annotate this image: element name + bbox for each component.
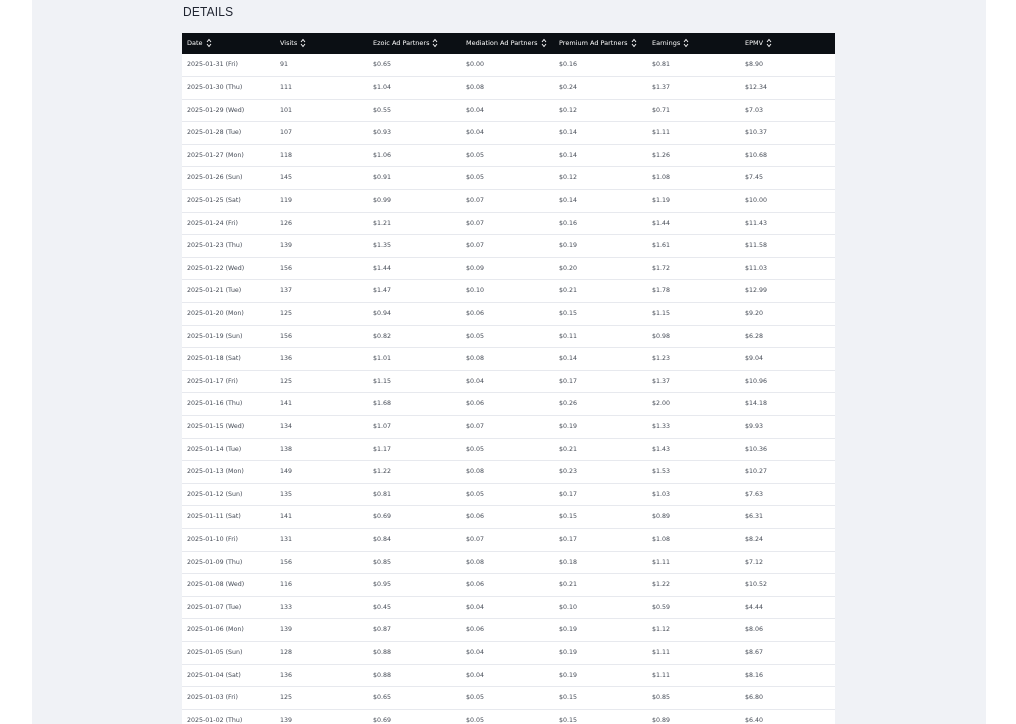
cell-earnings: $1.23	[652, 355, 671, 363]
cell-mediation-ad-partners: $0.07	[466, 535, 485, 543]
cell-mediation-ad-partners: $0.09	[466, 264, 485, 272]
cell-mediation-ad-partners: $0.04	[466, 671, 485, 679]
cell-premium-ad-partners: $0.14	[559, 129, 578, 137]
cell-premium-ad-partners: $0.21	[559, 445, 578, 453]
table-row	[182, 99, 835, 122]
table-row	[182, 664, 835, 687]
cell-visits: 138	[280, 445, 293, 453]
cell-premium-ad-partners: $0.14	[559, 197, 578, 205]
table-row	[182, 551, 835, 574]
cell-premium-ad-partners: $0.15	[559, 310, 578, 318]
details-table-container	[182, 33, 835, 724]
table-header	[182, 33, 835, 54]
cell-premium-ad-partners: $0.14	[559, 151, 578, 159]
table-row	[182, 416, 835, 439]
cell-epmv: $9.20	[745, 310, 764, 318]
cell-ezoic-ad-partners: $0.87	[373, 626, 392, 634]
cell-premium-ad-partners: $0.16	[559, 61, 578, 69]
cell-mediation-ad-partners: $0.05	[466, 151, 485, 159]
column-header-visits[interactable]	[275, 33, 368, 54]
table-row	[182, 257, 835, 280]
cell-epmv: $7.45	[745, 174, 764, 182]
cell-premium-ad-partners: $0.19	[559, 423, 578, 430]
cell-mediation-ad-partners: $0.07	[466, 423, 485, 430]
cell-earnings: $0.71	[652, 106, 671, 114]
cell-earnings: $1.43	[652, 445, 671, 453]
cell-visits: 116	[280, 581, 293, 589]
cell-visits: 137	[280, 287, 293, 295]
table-row	[182, 528, 835, 551]
cell-earnings: $0.59	[652, 603, 671, 611]
cell-date: 2025-01-19 (Sun)	[187, 332, 243, 340]
cell-visits: 118	[280, 151, 293, 159]
cell-epmv: $14.18	[745, 400, 768, 408]
table-row	[182, 122, 835, 145]
cell-date: 2025-01-24 (Fri)	[187, 219, 239, 227]
cell-date: 2025-01-09 (Thu)	[187, 558, 243, 566]
cell-epmv: $11.03	[745, 264, 768, 272]
cell-premium-ad-partners: $0.26	[559, 400, 578, 408]
cell-date: 2025-01-11 (Sat)	[187, 513, 241, 521]
cell-ezoic-ad-partners: $0.45	[373, 603, 392, 611]
cell-premium-ad-partners: $0.19	[559, 671, 578, 679]
cell-visits: 126	[280, 219, 293, 227]
cell-epmv: $10.96	[745, 377, 768, 385]
cell-ezoic-ad-partners: $1.01	[373, 355, 392, 363]
cell-earnings: $1.11	[652, 558, 671, 566]
cell-premium-ad-partners: $0.19	[559, 626, 578, 634]
cell-mediation-ad-partners: $0.06	[466, 626, 485, 634]
table-row	[182, 77, 835, 100]
cell-ezoic-ad-partners: $1.68	[373, 400, 392, 408]
table-row	[182, 596, 835, 619]
table-row	[182, 483, 835, 506]
cell-ezoic-ad-partners: $0.84	[373, 535, 392, 543]
cell-epmv: $10.52	[745, 581, 768, 589]
cell-ezoic-ad-partners: $0.91	[373, 174, 392, 182]
cell-premium-ad-partners: $0.19	[559, 242, 578, 250]
column-header-label: Ezoic Ad Partners	[373, 39, 430, 47]
cell-ezoic-ad-partners: $0.81	[373, 490, 392, 498]
cell-ezoic-ad-partners: $0.94	[373, 310, 392, 318]
cell-date: 2025-01-25 (Sat)	[187, 197, 241, 205]
cell-ezoic-ad-partners: $0.88	[373, 671, 392, 679]
cell-visits: 145	[280, 174, 293, 182]
cell-epmv: $10.27	[745, 468, 768, 476]
cell-epmv: $8.16	[745, 671, 764, 679]
cell-epmv: $6.28	[745, 332, 764, 340]
cell-epmv: $12.34	[745, 84, 768, 92]
cell-date: 2025-01-10 (Fri)	[187, 535, 239, 543]
cell-epmv: $6.80	[745, 694, 764, 702]
cell-premium-ad-partners: $0.11	[559, 332, 578, 340]
table-row	[182, 370, 835, 393]
cell-epmv: $11.43	[745, 219, 768, 227]
header-row	[182, 33, 835, 54]
cell-ezoic-ad-partners: $0.69	[373, 513, 392, 521]
cell-epmv: $7.12	[745, 558, 764, 566]
table-row	[182, 212, 835, 235]
cell-visits: 149	[280, 468, 293, 476]
cell-visits: 111	[280, 84, 293, 92]
cell-date: 2025-01-23 (Thu)	[187, 242, 243, 250]
cell-date: 2025-01-02 (Thu)	[187, 716, 243, 724]
cell-premium-ad-partners: $0.12	[559, 174, 578, 182]
cell-date: 2025-01-17 (Fri)	[187, 377, 239, 385]
cell-premium-ad-partners: $0.20	[559, 264, 578, 272]
cell-epmv: $8.67	[745, 648, 764, 656]
cell-date: 2025-01-31 (Fri)	[187, 61, 239, 69]
cell-visits: 136	[280, 671, 293, 679]
column-header-label: Mediation Ad Partners	[466, 39, 538, 47]
table-row	[182, 144, 835, 167]
cell-ezoic-ad-partners: $0.65	[373, 61, 392, 69]
cell-visits: 101	[280, 106, 293, 114]
table-row	[182, 235, 835, 258]
table-row	[182, 348, 835, 371]
table-row	[182, 687, 835, 710]
cell-premium-ad-partners: $0.15	[559, 694, 578, 702]
cell-date: 2025-01-04 (Sat)	[187, 671, 241, 679]
cell-date: 2025-01-20 (Mon)	[187, 310, 244, 318]
cell-mediation-ad-partners: $0.04	[466, 129, 485, 137]
cell-mediation-ad-partners: $0.05	[466, 490, 485, 498]
cell-epmv: $6.31	[745, 513, 764, 521]
column-header-label: EPMV	[745, 39, 764, 47]
table-row	[182, 619, 835, 642]
cell-date: 2025-01-07 (Tue)	[187, 603, 242, 611]
cell-ezoic-ad-partners: $0.93	[373, 129, 392, 137]
cell-earnings: $0.98	[652, 332, 671, 340]
cell-date: 2025-01-05 (Sun)	[187, 648, 243, 656]
sort-updown-icon[interactable]	[206, 38, 212, 48]
cell-mediation-ad-partners: $0.05	[466, 174, 485, 182]
table-row	[182, 54, 835, 77]
cell-mediation-ad-partners: $0.08	[466, 558, 485, 566]
column-header-label: Visits	[280, 39, 298, 47]
table-row	[182, 167, 835, 190]
cell-earnings: $1.78	[652, 287, 671, 295]
cell-ezoic-ad-partners: $0.55	[373, 106, 392, 114]
cell-premium-ad-partners: $0.21	[559, 287, 578, 295]
cell-earnings: $1.11	[652, 648, 671, 656]
cell-date: 2025-01-16 (Thu)	[187, 400, 243, 408]
cell-earnings: $1.11	[652, 671, 671, 679]
cell-date: 2025-01-15 (Wed)	[187, 423, 245, 430]
cell-epmv: $8.24	[745, 535, 764, 543]
cell-ezoic-ad-partners: $1.44	[373, 264, 392, 272]
cell-visits: 141	[280, 400, 293, 408]
cell-visits: 139	[280, 242, 293, 250]
cell-mediation-ad-partners: $0.06	[466, 581, 485, 589]
table-row	[182, 574, 835, 597]
cell-mediation-ad-partners: $0.10	[466, 287, 485, 295]
cell-mediation-ad-partners: $0.07	[466, 219, 485, 227]
column-header-earnings[interactable]	[647, 33, 740, 54]
cell-mediation-ad-partners: $0.04	[466, 603, 485, 611]
cell-mediation-ad-partners: $0.07	[466, 242, 485, 250]
cell-date: 2025-01-06 (Mon)	[187, 626, 244, 634]
cell-mediation-ad-partners: $0.08	[466, 355, 485, 363]
column-header-label: Date	[187, 39, 203, 47]
cell-earnings: $2.00	[652, 400, 671, 408]
table-row	[182, 190, 835, 213]
cell-premium-ad-partners: $0.14	[559, 355, 578, 363]
cell-epmv: $9.04	[745, 355, 764, 363]
cell-visits: 133	[280, 603, 293, 611]
cell-ezoic-ad-partners: $1.06	[373, 151, 392, 159]
cell-earnings: $1.08	[652, 174, 671, 182]
cell-visits: 91	[280, 61, 289, 69]
cell-epmv: $12.99	[745, 287, 768, 295]
cell-earnings: $0.85	[652, 694, 671, 702]
cell-date: 2025-01-18 (Sat)	[187, 355, 241, 363]
cell-date: 2025-01-27 (Mon)	[187, 151, 244, 159]
cell-mediation-ad-partners: $0.04	[466, 106, 485, 114]
cell-earnings: $1.22	[652, 581, 671, 589]
table-row	[182, 506, 835, 529]
cell-premium-ad-partners: $0.12	[559, 106, 578, 114]
table-row	[182, 325, 835, 348]
cell-date: 2025-01-29 (Wed)	[187, 106, 245, 114]
cell-visits: 141	[280, 513, 293, 521]
cell-date: 2025-01-08 (Wed)	[187, 581, 245, 589]
column-header-label: Premium Ad Partners	[559, 39, 628, 47]
cell-visits: 125	[280, 310, 293, 318]
cell-mediation-ad-partners: $0.04	[466, 648, 485, 656]
cell-epmv: $11.58	[745, 242, 768, 250]
cell-epmv: $10.37	[745, 129, 768, 137]
cell-ezoic-ad-partners: $1.04	[373, 84, 392, 92]
cell-premium-ad-partners: $0.15	[559, 716, 578, 724]
cell-premium-ad-partners: $0.16	[559, 219, 578, 227]
cell-ezoic-ad-partners: $0.82	[373, 332, 392, 340]
sort-updown-icon[interactable]	[631, 38, 637, 48]
cell-date: 2025-01-30 (Thu)	[187, 84, 243, 92]
cell-date: 2025-01-28 (Tue)	[187, 129, 242, 137]
cell-mediation-ad-partners: $0.08	[466, 468, 485, 476]
cell-earnings: $0.89	[652, 513, 671, 521]
cell-premium-ad-partners: $0.15	[559, 513, 578, 521]
cell-premium-ad-partners: $0.21	[559, 581, 578, 589]
cell-visits: 134	[280, 423, 293, 430]
cell-earnings: $1.08	[652, 535, 671, 543]
sort-updown-icon[interactable]	[541, 38, 547, 48]
cell-ezoic-ad-partners: $1.22	[373, 468, 392, 476]
table-row	[182, 641, 835, 664]
cell-earnings: $1.72	[652, 264, 671, 272]
table-row	[182, 280, 835, 303]
cell-epmv: $4.44	[745, 603, 764, 611]
cell-premium-ad-partners: $0.10	[559, 603, 578, 611]
cell-earnings: $1.19	[652, 197, 671, 205]
cell-epmv: $6.40	[745, 716, 764, 724]
column-header-epmv[interactable]	[740, 33, 835, 54]
sort-updown-icon[interactable]	[683, 38, 689, 48]
cell-premium-ad-partners: $0.19	[559, 648, 578, 656]
cell-epmv: $8.06	[745, 626, 764, 634]
cell-visits: 125	[280, 377, 293, 385]
cell-premium-ad-partners: $0.17	[559, 535, 578, 543]
cell-ezoic-ad-partners: $1.17	[373, 445, 392, 453]
cell-mediation-ad-partners: $0.06	[466, 400, 485, 408]
cell-epmv: $10.36	[745, 445, 768, 453]
cell-premium-ad-partners: $0.18	[559, 558, 578, 566]
table-row	[182, 709, 835, 724]
cell-visits: 128	[280, 648, 293, 656]
cell-epmv: $9.93	[745, 423, 764, 430]
table-body	[182, 54, 835, 724]
cell-mediation-ad-partners: $0.05	[466, 445, 485, 453]
cell-earnings: $1.44	[652, 219, 671, 227]
cell-earnings: $1.12	[652, 626, 671, 634]
cell-visits: 156	[280, 332, 293, 340]
cell-mediation-ad-partners: $0.07	[466, 197, 485, 205]
cell-visits: 156	[280, 264, 293, 272]
cell-earnings: $0.81	[652, 61, 671, 69]
cell-date: 2025-01-22 (Wed)	[187, 264, 245, 272]
cell-epmv: $7.03	[745, 106, 764, 114]
cell-epmv: $10.68	[745, 151, 768, 159]
column-header-label: Earnings	[652, 39, 681, 47]
cell-mediation-ad-partners: $0.04	[466, 377, 485, 385]
table-row	[182, 461, 835, 484]
column-header-premium-ad-partners[interactable]	[554, 33, 647, 54]
cell-ezoic-ad-partners: $1.07	[373, 423, 392, 430]
cell-visits: 131	[280, 535, 293, 543]
cell-date: 2025-01-03 (Fri)	[187, 694, 239, 702]
cell-mediation-ad-partners: $0.00	[466, 61, 485, 69]
cell-ezoic-ad-partners: $1.47	[373, 287, 392, 295]
cell-visits: 125	[280, 694, 293, 702]
cell-ezoic-ad-partners: $0.99	[373, 197, 392, 205]
cell-visits: 139	[280, 626, 293, 634]
cell-earnings: $1.37	[652, 84, 671, 92]
cell-ezoic-ad-partners: $1.15	[373, 377, 392, 385]
cell-visits: 119	[280, 197, 293, 205]
cell-premium-ad-partners: $0.23	[559, 468, 578, 476]
cell-premium-ad-partners: $0.24	[559, 84, 578, 92]
sort-updown-icon[interactable]	[300, 38, 306, 48]
cell-earnings: $1.15	[652, 310, 671, 318]
cell-earnings: $1.61	[652, 242, 671, 250]
cell-earnings: $1.33	[652, 423, 671, 430]
cell-earnings: $0.89	[652, 716, 671, 724]
table-row	[182, 393, 835, 416]
cell-ezoic-ad-partners: $1.35	[373, 242, 392, 250]
table-row	[182, 303, 835, 326]
cell-epmv: $7.63	[745, 490, 764, 498]
cell-premium-ad-partners: $0.17	[559, 377, 578, 385]
sort-updown-icon[interactable]	[766, 38, 772, 48]
column-header-date[interactable]	[182, 33, 275, 54]
cell-earnings: $1.11	[652, 129, 671, 137]
cell-epmv: $10.00	[745, 197, 768, 205]
cell-visits: 107	[280, 129, 293, 137]
cell-ezoic-ad-partners: $0.65	[373, 694, 392, 702]
cell-ezoic-ad-partners: $0.69	[373, 716, 392, 724]
cell-visits: 139	[280, 716, 293, 724]
cell-earnings: $1.37	[652, 377, 671, 385]
cell-mediation-ad-partners: $0.05	[466, 332, 485, 340]
column-header-mediation-ad-partners[interactable]	[461, 33, 554, 54]
details-table	[182, 33, 835, 724]
cell-date: 2025-01-13 (Mon)	[187, 468, 244, 476]
cell-visits: 156	[280, 558, 293, 566]
sort-updown-icon[interactable]	[432, 38, 438, 48]
cell-earnings: $1.53	[652, 468, 671, 476]
cell-ezoic-ad-partners: $0.95	[373, 581, 392, 589]
cell-earnings: $1.03	[652, 490, 671, 498]
cell-mediation-ad-partners: $0.05	[466, 716, 485, 724]
cell-mediation-ad-partners: $0.08	[466, 84, 485, 92]
cell-mediation-ad-partners: $0.06	[466, 513, 485, 521]
section-title: DETAILS	[183, 4, 234, 19]
cell-mediation-ad-partners: $0.06	[466, 310, 485, 318]
cell-mediation-ad-partners: $0.05	[466, 694, 485, 702]
cell-earnings: $1.26	[652, 151, 671, 159]
column-header-ezoic-ad-partners[interactable]	[368, 33, 461, 54]
table-row	[182, 438, 835, 461]
cell-visits: 135	[280, 490, 293, 498]
cell-date: 2025-01-21 (Tue)	[187, 287, 242, 295]
cell-ezoic-ad-partners: $0.88	[373, 648, 392, 656]
cell-ezoic-ad-partners: $1.21	[373, 219, 392, 227]
cell-epmv: $8.90	[745, 61, 764, 69]
cell-premium-ad-partners: $0.17	[559, 490, 578, 498]
cell-ezoic-ad-partners: $0.85	[373, 558, 392, 566]
cell-date: 2025-01-14 (Tue)	[187, 445, 242, 453]
cell-visits: 136	[280, 355, 293, 363]
cell-date: 2025-01-12 (Sun)	[187, 490, 243, 498]
cell-date: 2025-01-26 (Sun)	[187, 174, 243, 182]
